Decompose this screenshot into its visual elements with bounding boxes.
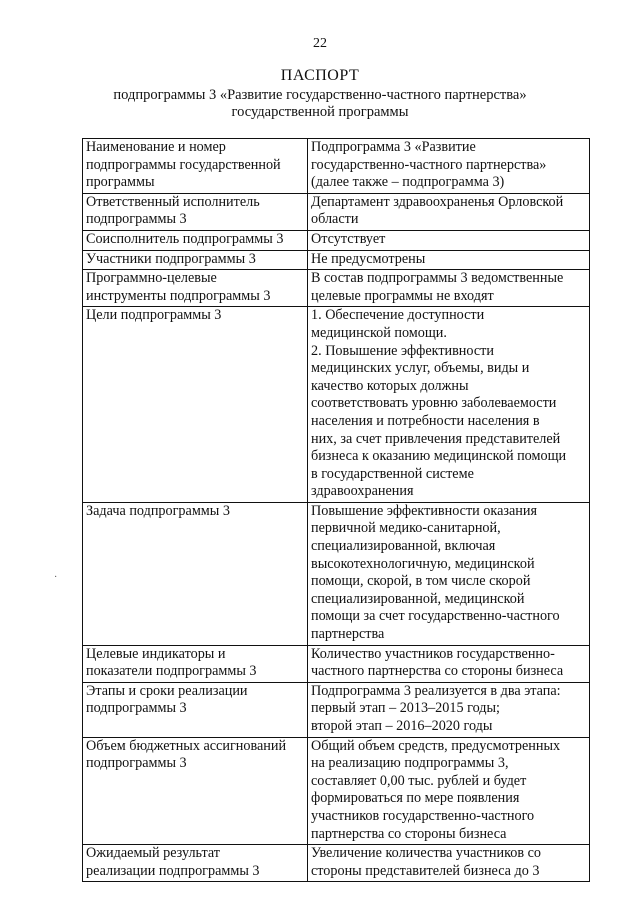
row-label-cell — [83, 307, 308, 503]
row-value-cell — [308, 845, 590, 882]
row-value-line: составляет 0,00 тыс. рублей и будет — [311, 772, 527, 789]
row-label-line: подпрограммы 3 — [86, 755, 187, 772]
table-row — [83, 645, 590, 682]
row-label-line: подпрограммы 3 — [86, 700, 187, 717]
row-value-cell — [308, 250, 590, 270]
row-label-line: Цели подпрограммы 3 — [86, 307, 222, 324]
table-row — [83, 502, 590, 645]
row-label-line: подпрограммы государственной — [86, 156, 281, 173]
row-value-line: партнерства — [311, 626, 385, 643]
row-value-line: бизнеса к оказанию медицинской помощи — [311, 448, 567, 465]
row-value-line: стороны представителей бизнеса до 3 — [311, 862, 540, 879]
row-value-line: второй этап – 2016–2020 годы — [311, 718, 493, 734]
table-row — [83, 845, 590, 882]
row-value-line: качество которых должны — [311, 377, 469, 394]
table-row — [83, 270, 590, 307]
row-value-line: помощи, скорой, в том числе скорой — [311, 573, 531, 590]
table-row — [83, 682, 590, 737]
row-value-line: Не предусмотрены — [311, 250, 426, 267]
row-value-line: целевые программы не входят — [311, 287, 494, 304]
row-value-line: соответствовать уровню заболеваемости — [311, 395, 557, 412]
row-value-line: Подпрограмма 3 «Развитие — [311, 139, 476, 155]
row-value-line: Отсутствует — [311, 230, 386, 247]
row-label-cell — [83, 845, 308, 882]
row-label-cell — [83, 737, 308, 845]
row-label-line: Ответственный исполнитель — [86, 193, 260, 210]
row-value-cell — [308, 307, 590, 503]
table-row — [83, 139, 590, 194]
row-value-line: первый этап – 2013–2015 годы; — [311, 700, 500, 717]
row-value-line: государственно-частного партнерства» — [311, 156, 547, 173]
row-value-line: Повышение эффективности оказания — [311, 502, 537, 519]
row-label-line: Объем бюджетных ассигнований — [86, 737, 287, 754]
row-value-line: Подпрограмма 3 реализуется в два этапа: — [311, 682, 561, 699]
passport-table-body — [83, 139, 590, 882]
table-row — [83, 737, 590, 845]
row-value-line: населения и потребности населения в — [311, 412, 540, 429]
row-value-line: специализированной, медицинской — [311, 590, 525, 607]
row-value-line: 2. Повышение эффективности — [311, 342, 494, 359]
row-label-cell — [83, 193, 308, 230]
row-value-line: Увеличение количества участников со — [311, 845, 541, 862]
passport-table — [82, 138, 590, 882]
row-label-line: Соисполнитель подпрограммы 3 — [86, 230, 284, 247]
row-label-line: Задача подпрограммы 3 — [86, 502, 230, 519]
table-row — [83, 250, 590, 270]
row-label-line: программы — [86, 174, 155, 191]
row-value-line: на реализацию подпрограммы 3, — [311, 755, 509, 772]
page-number: 22 — [313, 36, 327, 51]
row-label-line: инструменты подпрограммы 3 — [86, 287, 271, 304]
row-label-line: Целевые индикаторы и — [86, 645, 226, 662]
row-value-line: В состав подпрограммы 3 ведомственные — [311, 270, 564, 287]
row-value-cell — [308, 737, 590, 845]
row-value-cell — [308, 139, 590, 194]
row-value-cell — [308, 645, 590, 682]
subtitle-line: подпрограммы 3 «Развитие государственно-частного партнерства» — [113, 87, 527, 103]
row-label-cell — [83, 139, 308, 194]
row-value-line: частного партнерства со стороны бизнеса — [311, 663, 564, 680]
row-value-line: них, за счет привлечения представителей — [311, 430, 561, 447]
row-value-line: медицинских услуг, объемы, виды и — [311, 360, 530, 377]
row-value-cell — [308, 230, 590, 250]
row-value-line: Общий объем средств, предусмотренных — [311, 737, 561, 754]
row-label-line: Ожидаемый результат — [86, 845, 220, 862]
row-value-line: медицинской помощи. — [311, 324, 447, 341]
row-label-line: Программно-целевые — [86, 270, 217, 287]
row-label-cell — [83, 645, 308, 682]
row-label-line: подпрограммы 3 — [86, 211, 187, 228]
row-label-cell — [83, 502, 308, 645]
row-value-line: партнерства со стороны бизнеса — [311, 825, 507, 842]
row-value-line: Департамент здравоохраненья Орловской — [311, 193, 564, 210]
row-label-line: показатели подпрограммы 3 — [86, 663, 257, 680]
row-label-line: реализации подпрограммы 3 — [86, 862, 260, 879]
row-value-cell — [308, 193, 590, 230]
row-label-line: Наименование и номер — [86, 139, 226, 155]
row-label-line: Участники подпрограммы 3 — [86, 250, 256, 267]
document-subtitle — [0, 87, 640, 121]
row-value-line: формироваться по мере появления — [311, 790, 520, 807]
row-value-cell — [308, 682, 590, 737]
row-value-cell — [308, 270, 590, 307]
row-value-line: первичной медико-санитарной, — [311, 520, 501, 537]
row-value-line: специализированной, включая — [311, 538, 496, 555]
row-label-cell — [83, 682, 308, 737]
scan-speck: · — [54, 572, 58, 583]
row-value-line: помощи за счет государственно-частного — [311, 608, 560, 625]
row-label-cell — [83, 270, 308, 307]
row-label-cell — [83, 250, 308, 270]
row-label-line: Этапы и сроки реализации — [86, 682, 248, 699]
row-label-cell — [83, 230, 308, 250]
subtitle-line: государственной программы — [231, 104, 409, 120]
row-value-line: высокотехнологичную, медицинской — [311, 555, 535, 572]
row-value-line: здравоохранения — [311, 483, 414, 500]
row-value-line: в государственной системе — [311, 465, 474, 482]
row-value-line: Количество участников государственно- — [311, 645, 555, 662]
row-value-line: (далее также – подпрограмма 3) — [311, 174, 505, 191]
row-value-cell — [308, 502, 590, 645]
row-value-line: участников государственно-частного — [311, 807, 535, 824]
table-row — [83, 307, 590, 503]
table-row — [83, 230, 590, 250]
row-value-line: 1. Обеспечение доступности — [311, 307, 485, 324]
row-value-line: области — [311, 211, 359, 228]
table-row — [83, 193, 590, 230]
document-title: ПАСПОРТ — [280, 67, 360, 84]
